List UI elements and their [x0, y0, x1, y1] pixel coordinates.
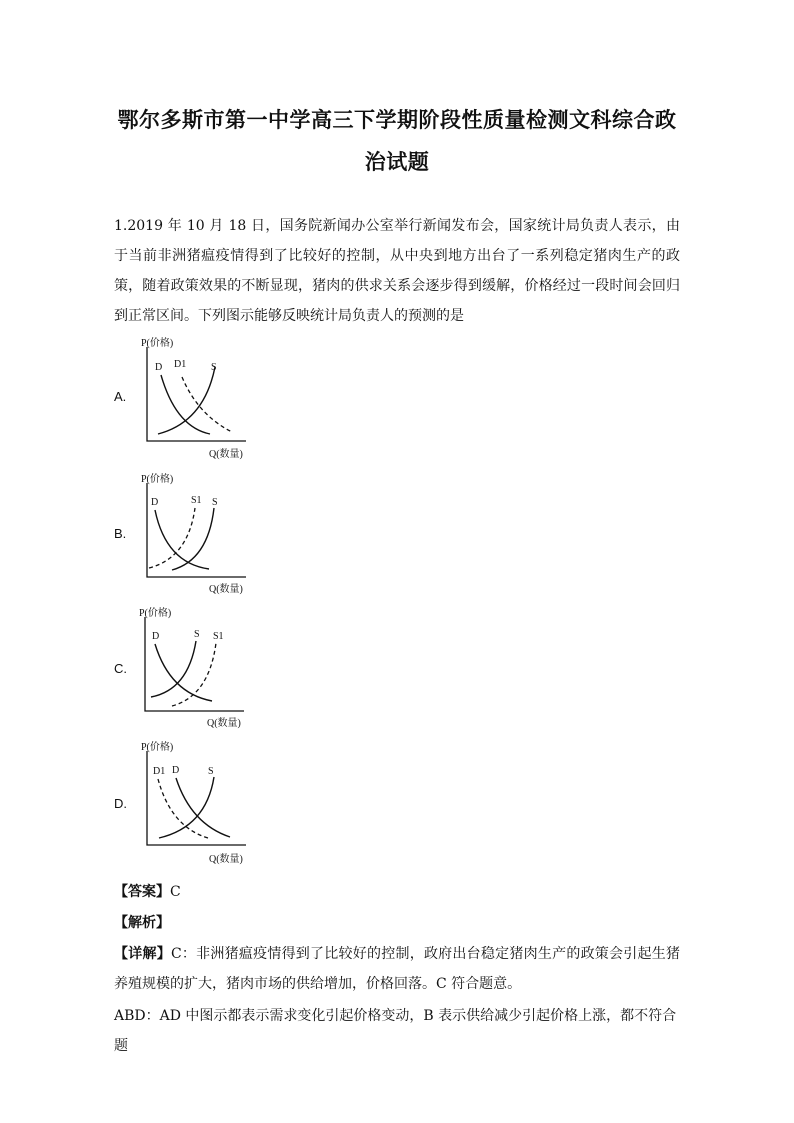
answer-line: [114, 877, 680, 907]
curve-label-s: S: [211, 362, 217, 373]
option-d-label: D.: [114, 796, 127, 811]
option-a-graph: [136, 337, 256, 462]
curve-label-d1: D1: [153, 766, 166, 777]
analysis-tag: 【解析】: [114, 915, 170, 931]
curve-label-d: D: [151, 497, 159, 508]
q-axis-label: Q(数量): [209, 449, 243, 460]
option-c-graph: [134, 607, 254, 732]
option-a-label: A.: [114, 389, 127, 404]
curve-label-s1: S1: [213, 631, 224, 642]
curve-label-s1: S1: [191, 495, 202, 506]
curve-label-d: D: [172, 765, 180, 776]
option-c-label: C.: [114, 661, 127, 676]
q-axis-label: Q(数量): [209, 854, 243, 865]
curve-label-s: S: [208, 766, 214, 777]
curve-label-s: S: [194, 629, 200, 640]
p-axis-label: P(价格): [141, 474, 174, 485]
curve-label-d1: D1: [174, 359, 187, 370]
answer-value: C: [170, 884, 181, 900]
q-axis-label: Q(数量): [209, 584, 243, 595]
p-axis-label: P(价格): [141, 742, 174, 753]
page-title-line1: 鄂尔多斯市第一中学高三下学期阶段性质量检测文科综合政: [117, 108, 677, 132]
curve-label-d: D: [152, 631, 160, 642]
curve-label-s: S: [212, 497, 218, 508]
page-title-line2: 治试题: [364, 150, 430, 174]
curve-label-d: D: [155, 362, 163, 373]
option-b-graph: [136, 473, 256, 598]
option-b-label: B.: [114, 526, 127, 541]
detail-tag: 【详解】: [114, 946, 171, 962]
option-d-graph: [136, 741, 256, 866]
answer-tag: 【答案】: [114, 884, 170, 900]
detail-paragraph: [114, 939, 680, 999]
p-axis-label: P(价格): [141, 338, 174, 349]
question-text: 1.2019 年 10 月 18 日，国务院新闻办公室举行新闻发布会，国家统计局负责人表示，由于当前非洲猪瘟疫情得到了比较好的控制，从中央到地方出台了一系列稳定猪肉生产的政策，随着政策效果的不断显现，猪肉的供求关系会逐步得到缓解，价格经过一段时间会回归到正常区间。下列图示能够反映统计局负责人的预测的是: [114, 218, 680, 324]
p-axis-label: P(价格): [139, 608, 172, 619]
abd-paragraph: ABD：AD 中图示都表示需求变化引起价格变动，B 表示供给减少引起价格上涨，都不符合题: [114, 1008, 677, 1054]
analysis-line: [114, 908, 680, 938]
q-axis-label: Q(数量): [207, 718, 241, 729]
detail-text: C：非洲猪瘟疫情得到了比较好的控制，政府出台稳定猪肉生产的政策会引起生猪养殖规模的扩大，猪肉市场的供给增加，价格回落。C 符合题意。: [114, 946, 680, 992]
